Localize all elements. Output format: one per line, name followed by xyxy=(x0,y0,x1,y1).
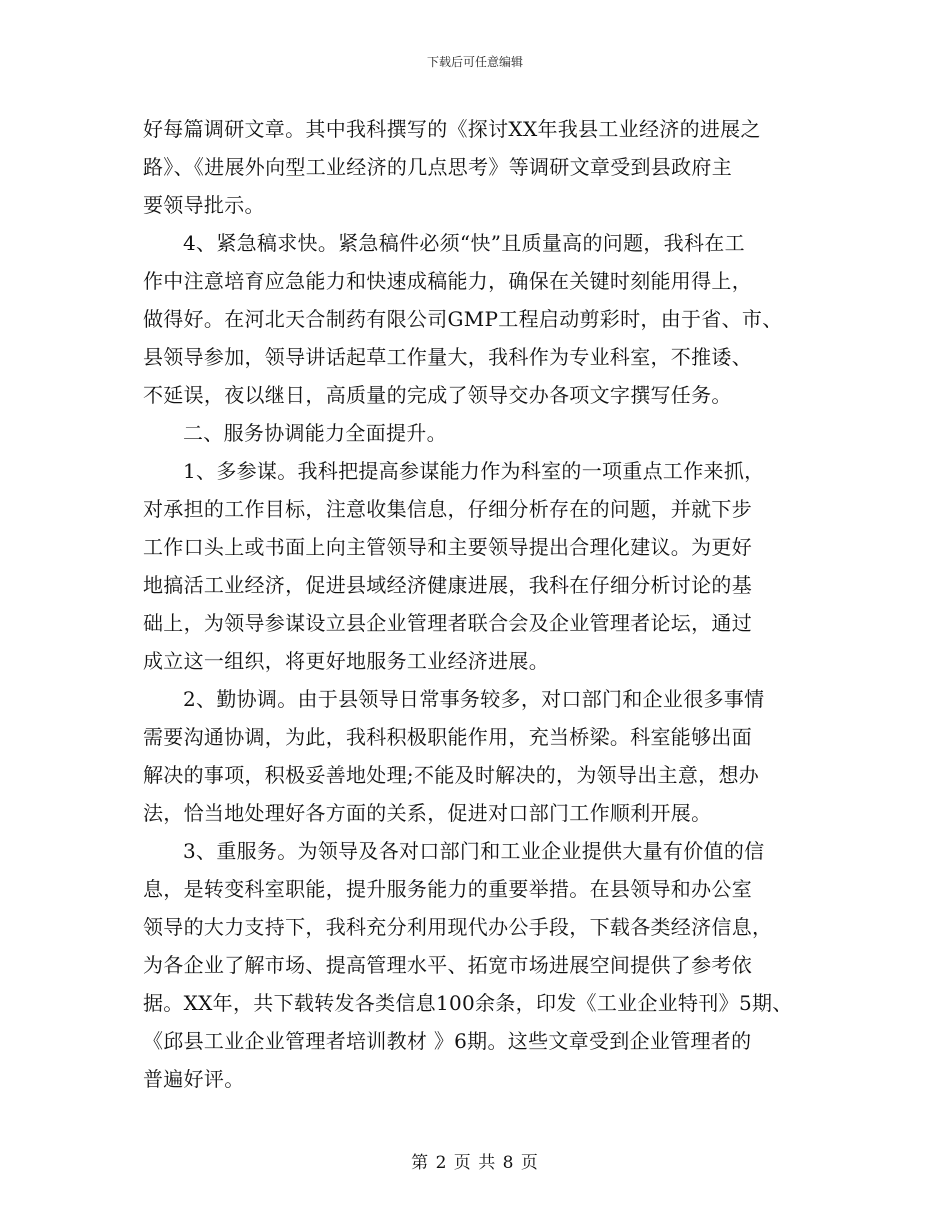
text-line: 普遍好评。 xyxy=(143,1067,245,1091)
text-line: 础上，为领导参谋设立县企业管理者联合会及企业管理者论坛，通过 xyxy=(143,611,752,635)
page-header-note: 下载后可任意编辑 xyxy=(426,55,523,69)
text-line: 法，恰当地处理好各方面的关系，促进对口部门工作顺利开展。 xyxy=(143,801,712,825)
text-line: 需要沟通协调，为此，我科积极职能作用，充当桥梁。科室能够出面 xyxy=(143,725,752,749)
text-line: 成立这一组织，将更好地服务工业经济进展。 xyxy=(143,649,549,673)
text-line: 3、重服务。为领导及各对口部门和工业企业提供大量有价值的信 xyxy=(183,839,765,863)
text-line: 1、多参谋。我科把提高参谋能力作为科室的一项重点工作来抓， xyxy=(183,459,765,483)
text-line: 不延误，夜以继日，高质量的完成了领导交办各项文字撰写任务。 xyxy=(143,383,732,407)
text-line: 领导的大力支持下，我科充分利用现代办公手段，下载各类经济信息， xyxy=(143,915,773,939)
text-line: 二、服务协调能力全面提升。 xyxy=(183,421,447,445)
text-line: 地搞活工业经济，促进县域经济健康进展，我科在仔细分析讨论的基 xyxy=(143,573,752,597)
text-line: 2、勤协调。由于县领导日常事务较多，对口部门和企业很多事情 xyxy=(183,687,765,711)
text-line: 县领导参加，领导讲话起草工作量大，我科作为专业科室，不推诿、 xyxy=(143,345,752,369)
text-line: 为各企业了解市场、提高管理水平、拓宽市场进展空间提供了参考依 xyxy=(143,953,752,977)
text-line: 工作口头上或书面上向主管领导和主要领导提出合理化建议。为更好 xyxy=(143,535,752,559)
text-line: 据。XX年，共下载转发各类信息100余条，印发《工业企业特刊》5期、 xyxy=(143,991,793,1015)
text-line: 好每篇调研文章。其中我科撰写的《探讨XX年我县工业经济的进展之 xyxy=(143,117,761,141)
text-line: 要领导批示。 xyxy=(143,193,265,217)
text-line: 《邱县工业企业管理者培训教材 》6期。这些文章受到企业管理者的 xyxy=(143,1029,752,1053)
text-line: 4、紧急稿求快。紧急稿件必须“快”且质量高的问题，我科在工 xyxy=(183,231,745,255)
page-number-footer: 第 2 页 共 8 页 xyxy=(411,1153,539,1173)
document-body xyxy=(143,110,823,1098)
text-line: 对承担的工作目标，注意收集信息，仔细分析存在的问题，并就下步 xyxy=(143,497,752,521)
text-line: 解决的事项，积极妥善地处理;不能及时解决的，为领导出主意，想办 xyxy=(143,763,760,787)
text-line: 作中注意培育应急能力和快速成稿能力，确保在关键时刻能用得上， xyxy=(143,269,752,293)
text-line: 做得好。在河北天合制药有限公司GMP工程启动剪彩时，由于省、市、 xyxy=(143,307,783,331)
text-line: 息，是转变科室职能，提升服务能力的重要举措。在县领导和办公室 xyxy=(143,877,752,901)
text-line: 路》、《进展外向型工业经济的几点思考》等调研文章受到县政府主 xyxy=(143,155,732,179)
